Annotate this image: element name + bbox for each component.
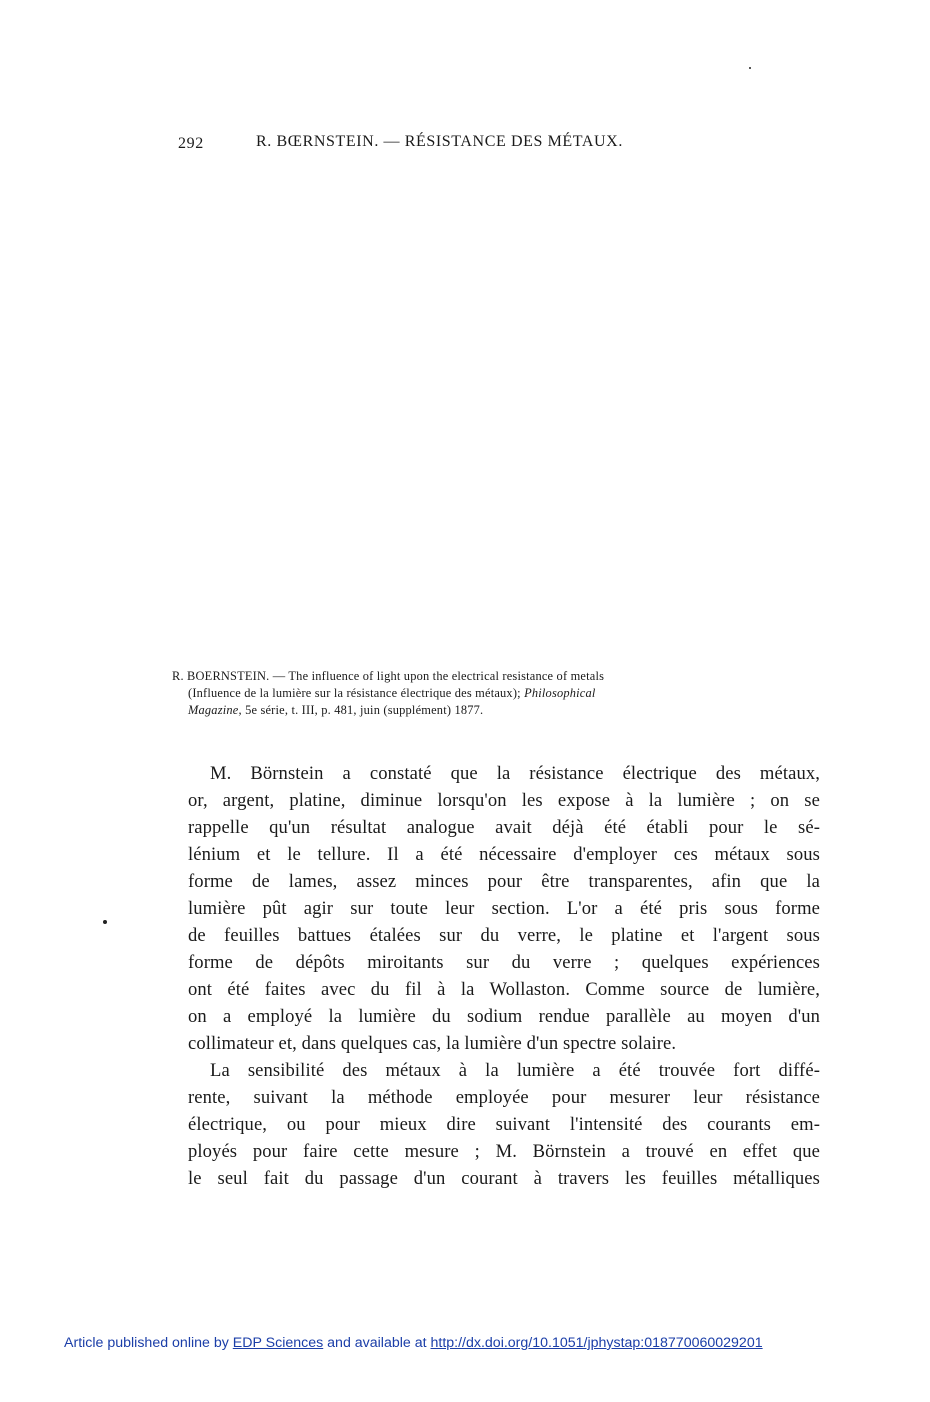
paragraph-1-line-9: ont été faites avec du fil à la Wollaston. Comme source de lumière, [188,979,820,1000]
paragraph-1-line-10: on a employé la lumière du sodium rendue parallèle au moyen d'un [188,1006,820,1027]
paragraph-1-line-2: or, argent, platine, diminue lorsqu'on les expose à la lumière ; on se [188,790,820,811]
paragraph-1-line-3: rappelle qu'un résultat analogue avait déjà été établi pour le sé- [188,817,820,838]
scan-speck-margin [103,920,107,924]
reference-line-3-text: 5e série, t. III, p. 481, juin (supplément) 1877. [241,703,484,717]
footer-middle: and available at [323,1335,431,1351]
reference-line-3 [172,702,820,719]
bibliographic-reference [172,668,820,719]
paragraph-1-line-8: forme de dépôts miroitants sur du verre ; quelques expériences [188,952,820,973]
running-title: R. BŒRNSTEIN. — RÉSISTANCE DES MÉTAUX. [256,133,623,150]
page-number: 292 [178,135,204,152]
publisher-link[interactable]: EDP Sciences [232,1335,324,1351]
reference-line-2-text: (Influence de la lumière sur la résistance électrique des métaux); [188,686,525,700]
paragraph-1-line-1: M. Börnstein a constaté que la résistance électrique des métaux, [210,763,820,784]
doi-link[interactable]: http://dx.doi.org/10.1051/jphystap:018770060029201 [430,1335,763,1351]
paragraph-2-line-4: ployés pour faire cette mesure ; M. Börnstein a trouvé en effet que [188,1141,820,1162]
scan-speck-top [749,67,751,69]
paragraph-1-line-6: lumière pût agir sur toute leur section. L'or a été pris sous forme [188,898,820,919]
paragraph-1-line-4: lénium et le tellure. Il a été nécessaire d'employer ces métaux sous [188,844,820,865]
paragraph-1-line-11: collimateur et, dans quelques cas, la lumière d'un spectre solaire. [188,1033,677,1054]
paragraph-2-line-2: rente, suivant la méthode employée pour mesurer leur résistance [188,1087,820,1108]
reference-journal-title: Philosophical [524,686,596,700]
paragraph-1-line-7: de feuilles battues étalées sur du verre, le platine et l'argent sous [188,925,820,946]
paragraph-2-line-3: électrique, ou pour mieux dire suivant l'intensité des courants em- [188,1114,820,1135]
reference-journal-title-cont: Magazine, [188,703,242,717]
paragraph-1-line-5: forme de lames, assez minces pour être transparentes, afin que la [188,871,820,892]
reference-line-1: R. BOERNSTEIN. — The influence of light upon the electrical resistance of metals [172,669,605,683]
footer-prefix: Article published online by [64,1335,233,1351]
article-body [188,760,820,1192]
paragraph-2-line-5: le seul fait du passage d'un courant à travers les feuilles métalliques [188,1168,820,1189]
reference-line-2 [172,685,820,702]
paragraph-2-line-1: La sensibilité des métaux à la lumière a été trouvée fort diffé- [210,1060,820,1081]
publication-footer [64,1335,763,1351]
page-header [178,133,778,155]
